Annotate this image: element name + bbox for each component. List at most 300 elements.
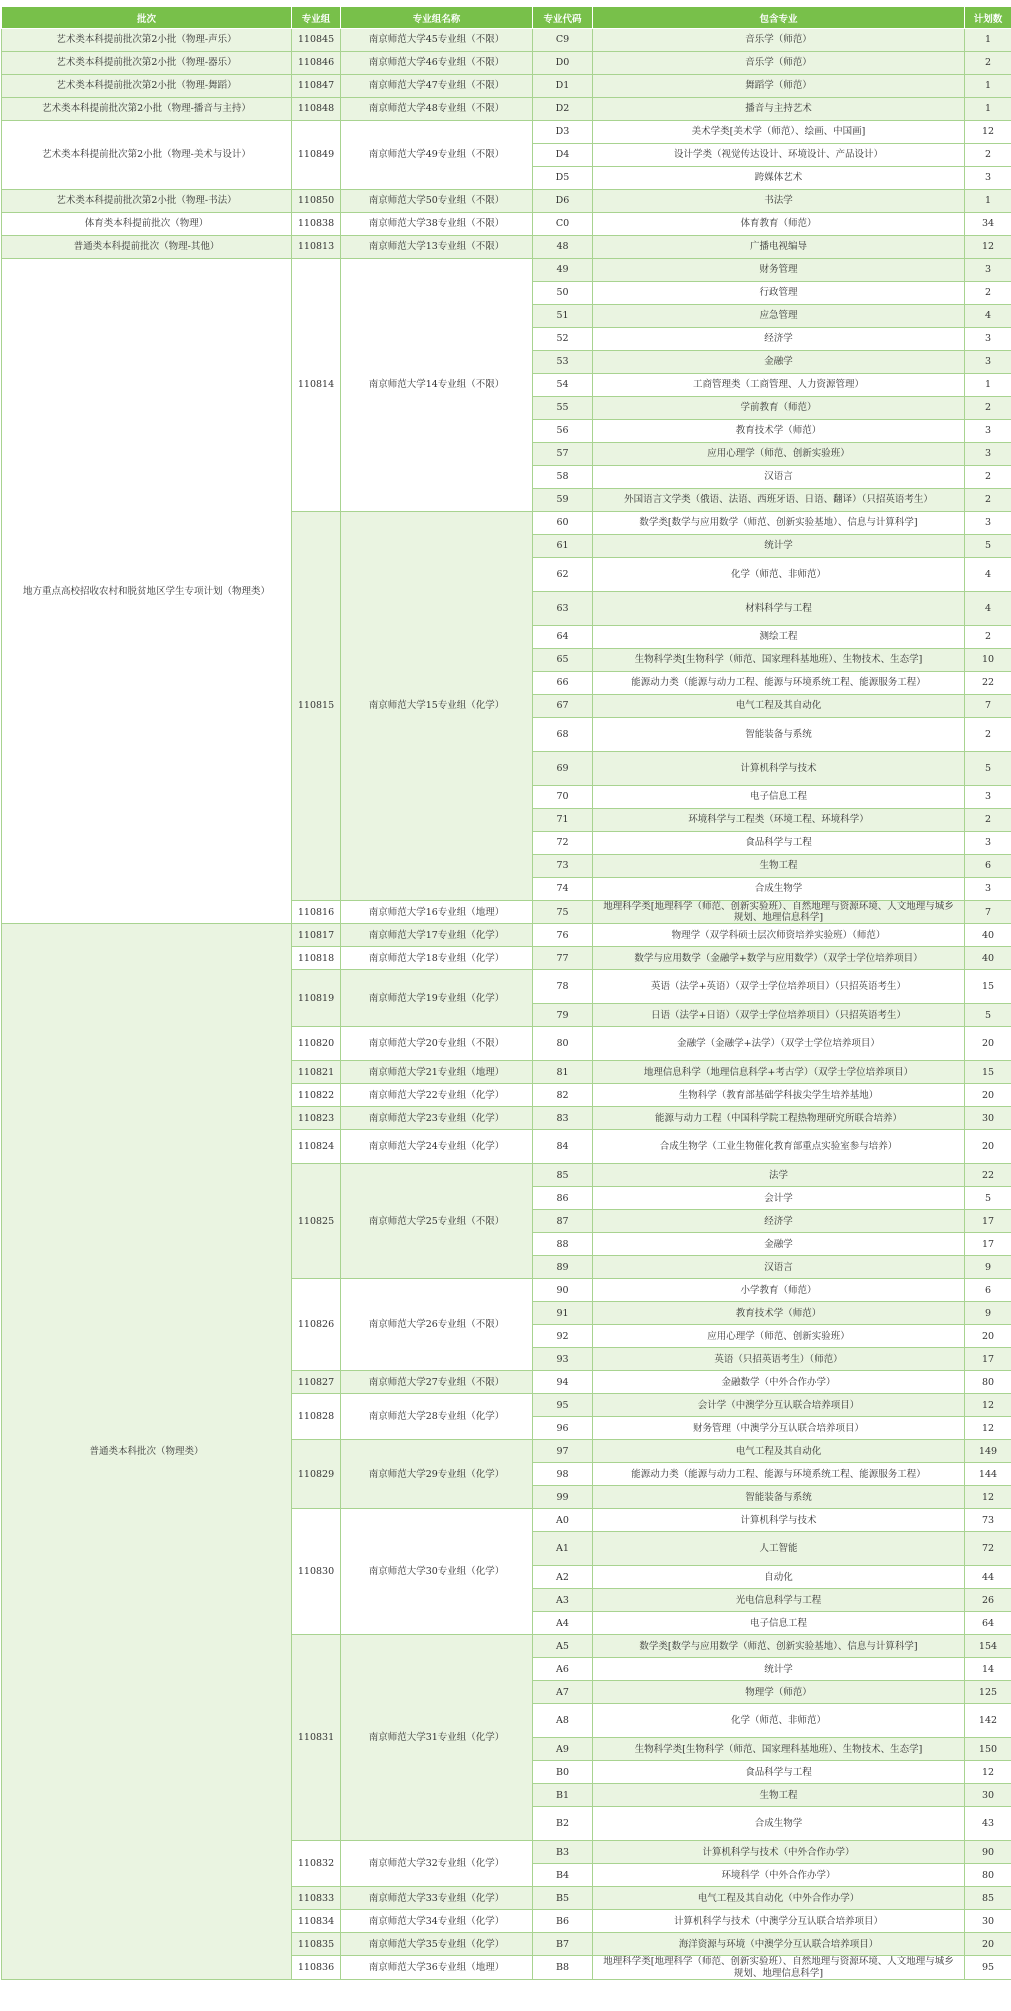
major-name-cell: 化学（师范、非师范）: [593, 558, 965, 592]
major-code-cell: 88: [533, 1233, 593, 1256]
plan-count-cell: 90: [965, 1841, 1011, 1864]
major-code-cell: D0: [533, 52, 593, 75]
major-name-cell: 地理科学类[地理科学（师范、创新实验班）、自然地理与资源环境、人文地理与城乡规划、地理信息科学]: [593, 1956, 965, 1979]
major-code-cell: 52: [533, 328, 593, 351]
table-row: [2, 29, 1011, 52]
table-row: [2, 121, 1011, 144]
group-code-cell: 110823: [292, 1107, 341, 1130]
plan-count-cell: 73: [965, 1509, 1011, 1532]
major-code-cell: 71: [533, 809, 593, 832]
major-name-cell: 生物工程: [593, 855, 965, 878]
major-code-cell: A7: [533, 1681, 593, 1704]
group-code-cell: 110825: [292, 1164, 341, 1279]
major-name-cell: 智能装备与系统: [593, 1486, 965, 1509]
major-code-cell: 58: [533, 466, 593, 489]
major-name-cell: 金融学: [593, 1233, 965, 1256]
plan-count-cell: 4: [965, 592, 1011, 626]
group-code-cell: 110849: [292, 121, 341, 190]
major-code-cell: 56: [533, 420, 593, 443]
major-name-cell: 统计学: [593, 1658, 965, 1681]
plan-count-cell: 9: [965, 1302, 1011, 1325]
group-name-cell: 南京师范大学45专业组（不限）: [341, 29, 533, 52]
header-plan: 计划数: [965, 7, 1011, 29]
major-name-cell: 数学类[数学与应用数学（师范、创新实验基地）、信息与计算科学]: [593, 512, 965, 535]
major-name-cell: 财务管理: [593, 259, 965, 282]
major-code-cell: D5: [533, 167, 593, 190]
group-code-cell: 110832: [292, 1841, 341, 1887]
major-code-cell: B8: [533, 1956, 593, 1979]
group-code-cell: 110814: [292, 259, 341, 512]
plan-count-cell: 10: [965, 649, 1011, 672]
plan-count-cell: 125: [965, 1681, 1011, 1704]
major-name-cell: 日语（法学+日语）（双学士学位培养项目）（只招英语考生）: [593, 1004, 965, 1027]
table-row: [2, 259, 1011, 282]
major-name-cell: 会计学（中澳学分互认联合培养项目）: [593, 1394, 965, 1417]
major-code-cell: 84: [533, 1130, 593, 1164]
group-code-cell: 110848: [292, 98, 341, 121]
group-name-cell: 南京师范大学49专业组（不限）: [341, 121, 533, 190]
major-name-cell: 地理科学类[地理科学（师范、创新实验班）、自然地理与资源环境、人文地理与城乡规划、地理信息科学]: [593, 901, 965, 924]
major-name-cell: 化学（师范、非师范）: [593, 1704, 965, 1738]
plan-count-cell: 154: [965, 1635, 1011, 1658]
major-name-cell: 数学类[数学与应用数学（师范、创新实验基地）、信息与计算科学]: [593, 1635, 965, 1658]
major-name-cell: 计算机科学与技术（中外合作办学）: [593, 1841, 965, 1864]
major-name-cell: 人工智能: [593, 1532, 965, 1566]
major-name-cell: 合成生物学（工业生物催化教育部重点实验室参与培养）: [593, 1130, 965, 1164]
major-code-cell: 59: [533, 489, 593, 512]
group-name-cell: 南京师范大学15专业组（化学）: [341, 512, 533, 901]
plan-count-cell: 17: [965, 1348, 1011, 1371]
major-code-cell: 75: [533, 901, 593, 924]
major-code-cell: D3: [533, 121, 593, 144]
plan-count-cell: 72: [965, 1532, 1011, 1566]
plan-count-cell: 20: [965, 1933, 1011, 1956]
major-code-cell: 89: [533, 1256, 593, 1279]
plan-count-cell: 1: [965, 98, 1011, 121]
plan-count-cell: 4: [965, 305, 1011, 328]
plan-count-cell: 22: [965, 672, 1011, 695]
group-code-cell: 110835: [292, 1933, 341, 1956]
group-name-cell: 南京师范大学27专业组（不限）: [341, 1371, 533, 1394]
major-code-cell: D1: [533, 75, 593, 98]
major-code-cell: A2: [533, 1566, 593, 1589]
plan-count-cell: 9: [965, 1256, 1011, 1279]
plan-count-cell: 2: [965, 626, 1011, 649]
major-code-cell: C9: [533, 29, 593, 52]
major-code-cell: C0: [533, 213, 593, 236]
group-code-cell: 110828: [292, 1394, 341, 1440]
major-code-cell: B2: [533, 1807, 593, 1841]
major-code-cell: 73: [533, 855, 593, 878]
major-code-cell: 66: [533, 672, 593, 695]
major-name-cell: 计算机科学与技术（中澳学分互认联合培养项目）: [593, 1910, 965, 1933]
major-code-cell: 64: [533, 626, 593, 649]
major-name-cell: 合成生物学: [593, 878, 965, 901]
plan-count-cell: 20: [965, 1130, 1011, 1164]
group-name-cell: 南京师范大学22专业组（化学）: [341, 1084, 533, 1107]
major-name-cell: 外国语言文学类（俄语、法语、西班牙语、日语、翻译）（只招英语考生）: [593, 489, 965, 512]
group-code-cell: 110850: [292, 190, 341, 213]
major-code-cell: 68: [533, 718, 593, 752]
group-name-cell: 南京师范大学46专业组（不限）: [341, 52, 533, 75]
plan-count-cell: 44: [965, 1566, 1011, 1589]
plan-count-cell: 20: [965, 1325, 1011, 1348]
plan-count-cell: 3: [965, 832, 1011, 855]
plan-count-cell: 64: [965, 1612, 1011, 1635]
major-code-cell: 53: [533, 351, 593, 374]
plan-count-cell: 43: [965, 1807, 1011, 1841]
major-name-cell: 生物工程: [593, 1784, 965, 1807]
plan-count-cell: 5: [965, 752, 1011, 786]
major-name-cell: 音乐学（师范）: [593, 29, 965, 52]
plan-count-cell: 2: [965, 809, 1011, 832]
major-name-cell: 物理学（双学科硕士层次师资培养实验班）（师范）: [593, 924, 965, 947]
plan-count-cell: 80: [965, 1371, 1011, 1394]
plan-count-cell: 3: [965, 351, 1011, 374]
major-code-cell: A5: [533, 1635, 593, 1658]
group-name-cell: 南京师范大学30专业组（化学）: [341, 1509, 533, 1635]
major-name-cell: 汉语言: [593, 466, 965, 489]
major-name-cell: 音乐学（师范）: [593, 52, 965, 75]
major-code-cell: 50: [533, 282, 593, 305]
plan-count-cell: 1: [965, 75, 1011, 98]
major-name-cell: 数学与应用数学（金融学+数学与应用数学）（双学士学位培养项目）: [593, 947, 965, 970]
group-name-cell: 南京师范大学14专业组（不限）: [341, 259, 533, 512]
major-name-cell: 经济学: [593, 328, 965, 351]
admission-plan-table: [1, 6, 1011, 1980]
major-code-cell: 60: [533, 512, 593, 535]
plan-count-cell: 3: [965, 878, 1011, 901]
group-name-cell: 南京师范大学13专业组（不限）: [341, 236, 533, 259]
group-name-cell: 南京师范大学29专业组（化学）: [341, 1440, 533, 1509]
major-code-cell: A3: [533, 1589, 593, 1612]
major-code-cell: B0: [533, 1761, 593, 1784]
group-name-cell: 南京师范大学16专业组（地理）: [341, 901, 533, 924]
major-code-cell: 70: [533, 786, 593, 809]
major-name-cell: 法学: [593, 1164, 965, 1187]
major-code-cell: D6: [533, 190, 593, 213]
plan-count-cell: 22: [965, 1164, 1011, 1187]
major-name-cell: 经济学: [593, 1210, 965, 1233]
major-code-cell: 72: [533, 832, 593, 855]
group-code-cell: 110821: [292, 1061, 341, 1084]
group-name-cell: 南京师范大学28专业组（化学）: [341, 1394, 533, 1440]
plan-count-cell: 5: [965, 1187, 1011, 1210]
major-code-cell: D2: [533, 98, 593, 121]
batch-cell: 艺术类本科提前批次第2小批（物理-器乐）: [2, 52, 292, 75]
major-name-cell: 生物科学（教育部基础学科拔尖学生培养基地）: [593, 1084, 965, 1107]
group-code-cell: 110827: [292, 1371, 341, 1394]
group-code-cell: 110820: [292, 1027, 341, 1061]
plan-count-cell: 2: [965, 144, 1011, 167]
plan-count-cell: 12: [965, 1486, 1011, 1509]
plan-count-cell: 5: [965, 535, 1011, 558]
major-name-cell: 电子信息工程: [593, 1612, 965, 1635]
plan-count-cell: 7: [965, 695, 1011, 718]
major-code-cell: 94: [533, 1371, 593, 1394]
major-name-cell: 光电信息科学与工程: [593, 1589, 965, 1612]
table-row: [2, 190, 1011, 213]
plan-count-cell: 34: [965, 213, 1011, 236]
plan-count-cell: 6: [965, 855, 1011, 878]
plan-count-cell: 6: [965, 1279, 1011, 1302]
group-code-cell: 110838: [292, 213, 341, 236]
batch-cell: 艺术类本科提前批次第2小批（物理-声乐）: [2, 29, 292, 52]
major-code-cell: 99: [533, 1486, 593, 1509]
plan-count-cell: 17: [965, 1233, 1011, 1256]
table-row: [2, 236, 1011, 259]
major-name-cell: 材料科学与工程: [593, 592, 965, 626]
header-batch: 批次: [2, 7, 292, 29]
plan-count-cell: 30: [965, 1910, 1011, 1933]
major-code-cell: B6: [533, 1910, 593, 1933]
group-name-cell: 南京师范大学48专业组（不限）: [341, 98, 533, 121]
group-code-cell: 110824: [292, 1130, 341, 1164]
major-name-cell: 体育教育（师范）: [593, 213, 965, 236]
group-name-cell: 南京师范大学38专业组（不限）: [341, 213, 533, 236]
group-code-cell: 110829: [292, 1440, 341, 1509]
plan-count-cell: 1: [965, 29, 1011, 52]
major-code-cell: 95: [533, 1394, 593, 1417]
major-name-cell: 食品科学与工程: [593, 832, 965, 855]
major-name-cell: 跨媒体艺术: [593, 167, 965, 190]
group-name-cell: 南京师范大学24专业组（化学）: [341, 1130, 533, 1164]
major-code-cell: 78: [533, 970, 593, 1004]
plan-count-cell: 3: [965, 328, 1011, 351]
plan-count-cell: 20: [965, 1027, 1011, 1061]
major-code-cell: 96: [533, 1417, 593, 1440]
major-name-cell: 小学教育（师范）: [593, 1279, 965, 1302]
group-name-cell: 南京师范大学21专业组（地理）: [341, 1061, 533, 1084]
major-code-cell: B7: [533, 1933, 593, 1956]
major-name-cell: 能源与动力工程（中国科学院工程热物理研究所联合培养）: [593, 1107, 965, 1130]
major-name-cell: 合成生物学: [593, 1807, 965, 1841]
batch-cell: 艺术类本科提前批次第2小批（物理-美术与设计）: [2, 121, 292, 190]
table-row: [2, 52, 1011, 75]
plan-count-cell: 3: [965, 259, 1011, 282]
plan-count-cell: 7: [965, 901, 1011, 924]
major-name-cell: 电气工程及其自动化: [593, 1440, 965, 1463]
major-code-cell: 79: [533, 1004, 593, 1027]
major-name-cell: 计算机科学与技术: [593, 1509, 965, 1532]
major-name-cell: 环境科学（中外合作办学）: [593, 1864, 965, 1887]
table-header-row: [2, 7, 1011, 29]
group-name-cell: 南京师范大学20专业组（不限）: [341, 1027, 533, 1061]
group-code-cell: 110845: [292, 29, 341, 52]
group-name-cell: 南京师范大学18专业组（化学）: [341, 947, 533, 970]
major-code-cell: 51: [533, 305, 593, 328]
major-code-cell: A8: [533, 1704, 593, 1738]
batch-cell: 艺术类本科提前批次第2小批（物理-书法）: [2, 190, 292, 213]
plan-count-cell: 12: [965, 1417, 1011, 1440]
plan-count-cell: 26: [965, 1589, 1011, 1612]
major-code-cell: A6: [533, 1658, 593, 1681]
major-name-cell: 金融学: [593, 351, 965, 374]
group-name-cell: 南京师范大学23专业组（化学）: [341, 1107, 533, 1130]
major-name-cell: 自动化: [593, 1566, 965, 1589]
group-code-cell: 110818: [292, 947, 341, 970]
plan-count-cell: 2: [965, 489, 1011, 512]
plan-count-cell: 17: [965, 1210, 1011, 1233]
major-code-cell: 92: [533, 1325, 593, 1348]
header-major-name: 包含专业: [593, 7, 965, 29]
major-name-cell: 汉语言: [593, 1256, 965, 1279]
major-code-cell: 62: [533, 558, 593, 592]
major-name-cell: 食品科学与工程: [593, 1761, 965, 1784]
plan-count-cell: 142: [965, 1704, 1011, 1738]
plan-count-cell: 15: [965, 1061, 1011, 1084]
major-code-cell: B1: [533, 1784, 593, 1807]
group-name-cell: 南京师范大学31专业组（化学）: [341, 1635, 533, 1841]
table-row: [2, 213, 1011, 236]
plan-count-cell: 30: [965, 1107, 1011, 1130]
plan-count-cell: 2: [965, 282, 1011, 305]
major-code-cell: D4: [533, 144, 593, 167]
header-major-code: 专业代码: [533, 7, 593, 29]
major-code-cell: 98: [533, 1463, 593, 1486]
major-code-cell: A1: [533, 1532, 593, 1566]
group-name-cell: 南京师范大学25专业组（不限）: [341, 1164, 533, 1279]
plan-count-cell: 3: [965, 512, 1011, 535]
major-code-cell: 57: [533, 443, 593, 466]
plan-count-cell: 40: [965, 924, 1011, 947]
plan-count-cell: 12: [965, 1394, 1011, 1417]
plan-count-cell: 2: [965, 718, 1011, 752]
batch-cell: 艺术类本科提前批次第2小批（物理-舞蹈）: [2, 75, 292, 98]
group-code-cell: 110846: [292, 52, 341, 75]
major-name-cell: 电气工程及其自动化（中外合作办学）: [593, 1887, 965, 1910]
group-code-cell: 110822: [292, 1084, 341, 1107]
major-name-cell: 电子信息工程: [593, 786, 965, 809]
batch-cell: 普通类本科提前批次（物理-其他）: [2, 236, 292, 259]
major-name-cell: 生物科学类[生物科学（师范、国家理科基地班）、生物技术、生态学]: [593, 649, 965, 672]
table-row: [2, 75, 1011, 98]
major-code-cell: B5: [533, 1887, 593, 1910]
group-code-cell: 110831: [292, 1635, 341, 1841]
plan-count-cell: 1: [965, 190, 1011, 213]
major-name-cell: 电气工程及其自动化: [593, 695, 965, 718]
batch-cell: 体育类本科提前批次（物理）: [2, 213, 292, 236]
major-name-cell: 英语（法学+英语）（双学士学位培养项目）（只招英语考生）: [593, 970, 965, 1004]
plan-count-cell: 1: [965, 374, 1011, 397]
group-code-cell: 110834: [292, 1910, 341, 1933]
plan-count-cell: 12: [965, 1761, 1011, 1784]
plan-count-cell: 3: [965, 167, 1011, 190]
group-code-cell: 110826: [292, 1279, 341, 1371]
group-code-cell: 110830: [292, 1509, 341, 1635]
plan-count-cell: 20: [965, 1084, 1011, 1107]
major-code-cell: 87: [533, 1210, 593, 1233]
major-name-cell: 地理信息科学（地理信息科学+考古学）（双学士学位培养项目）: [593, 1061, 965, 1084]
plan-count-cell: 3: [965, 786, 1011, 809]
plan-count-cell: 12: [965, 236, 1011, 259]
major-name-cell: 书法学: [593, 190, 965, 213]
plan-count-cell: 40: [965, 947, 1011, 970]
major-name-cell: 设计学类（视觉传达设计、环境设计、产品设计）: [593, 144, 965, 167]
major-code-cell: 67: [533, 695, 593, 718]
plan-count-cell: 14: [965, 1658, 1011, 1681]
group-code-cell: 110847: [292, 75, 341, 98]
group-code-cell: 110836: [292, 1956, 341, 1979]
major-name-cell: 测绘工程: [593, 626, 965, 649]
major-code-cell: 69: [533, 752, 593, 786]
major-name-cell: 物理学（师范）: [593, 1681, 965, 1704]
header-group-name: 专业组名称: [341, 7, 533, 29]
plan-count-cell: 12: [965, 121, 1011, 144]
group-code-cell: 110833: [292, 1887, 341, 1910]
major-code-cell: 65: [533, 649, 593, 672]
major-name-cell: 美术学类[美术学（师范）、绘画、中国画]: [593, 121, 965, 144]
plan-count-cell: 95: [965, 1956, 1011, 1979]
major-code-cell: 83: [533, 1107, 593, 1130]
group-name-cell: 南京师范大学32专业组（化学）: [341, 1841, 533, 1887]
major-code-cell: A9: [533, 1738, 593, 1761]
header-group-code: 专业组: [292, 7, 341, 29]
major-name-cell: 财务管理（中澳学分互认联合培养项目）: [593, 1417, 965, 1440]
group-name-cell: 南京师范大学35专业组（化学）: [341, 1933, 533, 1956]
group-code-cell: 110813: [292, 236, 341, 259]
group-name-cell: 南京师范大学36专业组（地理）: [341, 1956, 533, 1979]
major-code-cell: 82: [533, 1084, 593, 1107]
major-code-cell: 81: [533, 1061, 593, 1084]
plan-count-cell: 2: [965, 52, 1011, 75]
major-code-cell: 74: [533, 878, 593, 901]
major-code-cell: 86: [533, 1187, 593, 1210]
major-name-cell: 英语（只招英语考生）（师范）: [593, 1348, 965, 1371]
major-name-cell: 播音与主持艺术: [593, 98, 965, 121]
major-name-cell: 金融学（金融学+法学）（双学士学位培养项目）: [593, 1027, 965, 1061]
table-row: [2, 98, 1011, 121]
major-code-cell: 76: [533, 924, 593, 947]
major-name-cell: 应用心理学（师范、创新实验班）: [593, 443, 965, 466]
group-code-cell: 110816: [292, 901, 341, 924]
major-code-cell: B4: [533, 1864, 593, 1887]
major-code-cell: 49: [533, 259, 593, 282]
batch-cell: 普通类本科批次（物理类）: [2, 924, 292, 1979]
group-name-cell: 南京师范大学17专业组（化学）: [341, 924, 533, 947]
major-code-cell: 97: [533, 1440, 593, 1463]
major-name-cell: 海洋资源与环境（中澳学分互认联合培养项目）: [593, 1933, 965, 1956]
major-name-cell: 金融数学（中外合作办学）: [593, 1371, 965, 1394]
major-name-cell: 教育技术学（师范）: [593, 420, 965, 443]
major-name-cell: 学前教育（师范）: [593, 397, 965, 420]
major-name-cell: 环境科学与工程类（环境工程、环境科学）: [593, 809, 965, 832]
major-name-cell: 教育技术学（师范）: [593, 1302, 965, 1325]
major-name-cell: 广播电视编导: [593, 236, 965, 259]
major-name-cell: 统计学: [593, 535, 965, 558]
major-name-cell: 能源动力类（能源与动力工程、能源与环境系统工程、能源服务工程）: [593, 672, 965, 695]
table-body: [2, 29, 1011, 1980]
plan-count-cell: 144: [965, 1463, 1011, 1486]
group-code-cell: 110817: [292, 924, 341, 947]
major-name-cell: 会计学: [593, 1187, 965, 1210]
group-name-cell: 南京师范大学26专业组（不限）: [341, 1279, 533, 1371]
group-name-cell: 南京师范大学34专业组（化学）: [341, 1910, 533, 1933]
plan-count-cell: 30: [965, 1784, 1011, 1807]
group-code-cell: 110815: [292, 512, 341, 901]
major-code-cell: 48: [533, 236, 593, 259]
major-name-cell: 舞蹈学（师范）: [593, 75, 965, 98]
major-code-cell: A0: [533, 1509, 593, 1532]
plan-count-cell: 85: [965, 1887, 1011, 1910]
major-code-cell: 90: [533, 1279, 593, 1302]
batch-cell: 地方重点高校招收农村和脱贫地区学生专项计划（物理类）: [2, 259, 292, 924]
major-code-cell: 55: [533, 397, 593, 420]
major-code-cell: 93: [533, 1348, 593, 1371]
table-row: [2, 924, 1011, 947]
plan-count-cell: 4: [965, 558, 1011, 592]
major-name-cell: 生物科学类[生物科学（师范、国家理科基地班）、生物技术、生态学]: [593, 1738, 965, 1761]
